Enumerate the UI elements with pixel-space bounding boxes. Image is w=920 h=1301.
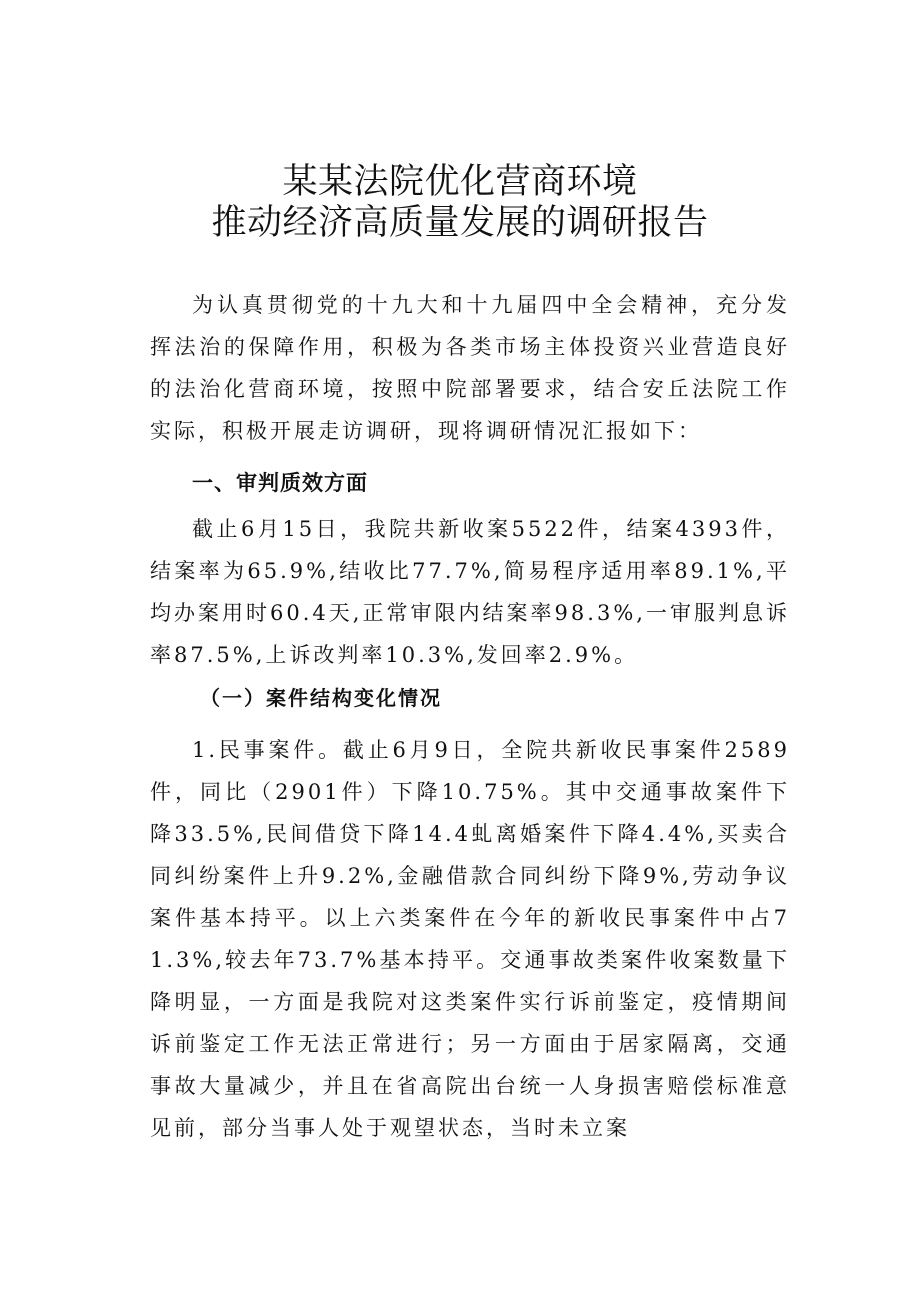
document-title-line-1: 某某法院优化营商环境	[282, 162, 638, 202]
intro-paragraph: 为认真贯彻党的十九大和十九届四中全会精神，充分发挥法治的保障作用，积极为各类市场主体投资兴业营造良好的法治化营商环境，按照中院部署要求，结合安丘法院工作实际，积极开展走访调研，现将调研情况汇报如下：	[150, 293, 790, 443]
document-title-line-2: 推动经济高质量发展的调研报告	[211, 203, 709, 243]
civil-cases-paragraph: 1.民事案件。截止6月9日，全院共新收民事案件2589件，同比（2901件）下降10.75%。其中交通事故案件下降33.5%,民间借贷下降14.4虬离婚案件下降4.4%,买卖合同纠纷案件上升9.2%,金融借款合同纠纷下降9%,劳动争议案件基本持平。以上六类案件在今年的新收民事案件中占71.3%,较去年73.7%基本持平。交通事故类案件收案数量下降明显，一方面是我院对这类案件实行诉前鉴定，疫情期间诉前鉴定工作无法正常进行；另一方面由于居家隔离，交通事故大量减少，并且在省高院出台统一人身损害赔偿标准意见前，部分当事人处于观望状态，当时未立案	[150, 738, 790, 1140]
case-statistics-paragraph: 截止6月15日，我院共新收案5522件，结案4393件，结案率为65.9%,结收比77.7%,简易程序适用率89.1%,平均办案用时60.4天,正常审限内结案率98.3%,一审服判息诉率87.5%,上诉改判率10.3%,发回率2.9%。	[150, 517, 790, 667]
subsection-heading-case-structure: （一）案件结构变化情况	[200, 686, 442, 710]
section-heading-trial-quality: 一、审判质效方面	[192, 471, 368, 495]
